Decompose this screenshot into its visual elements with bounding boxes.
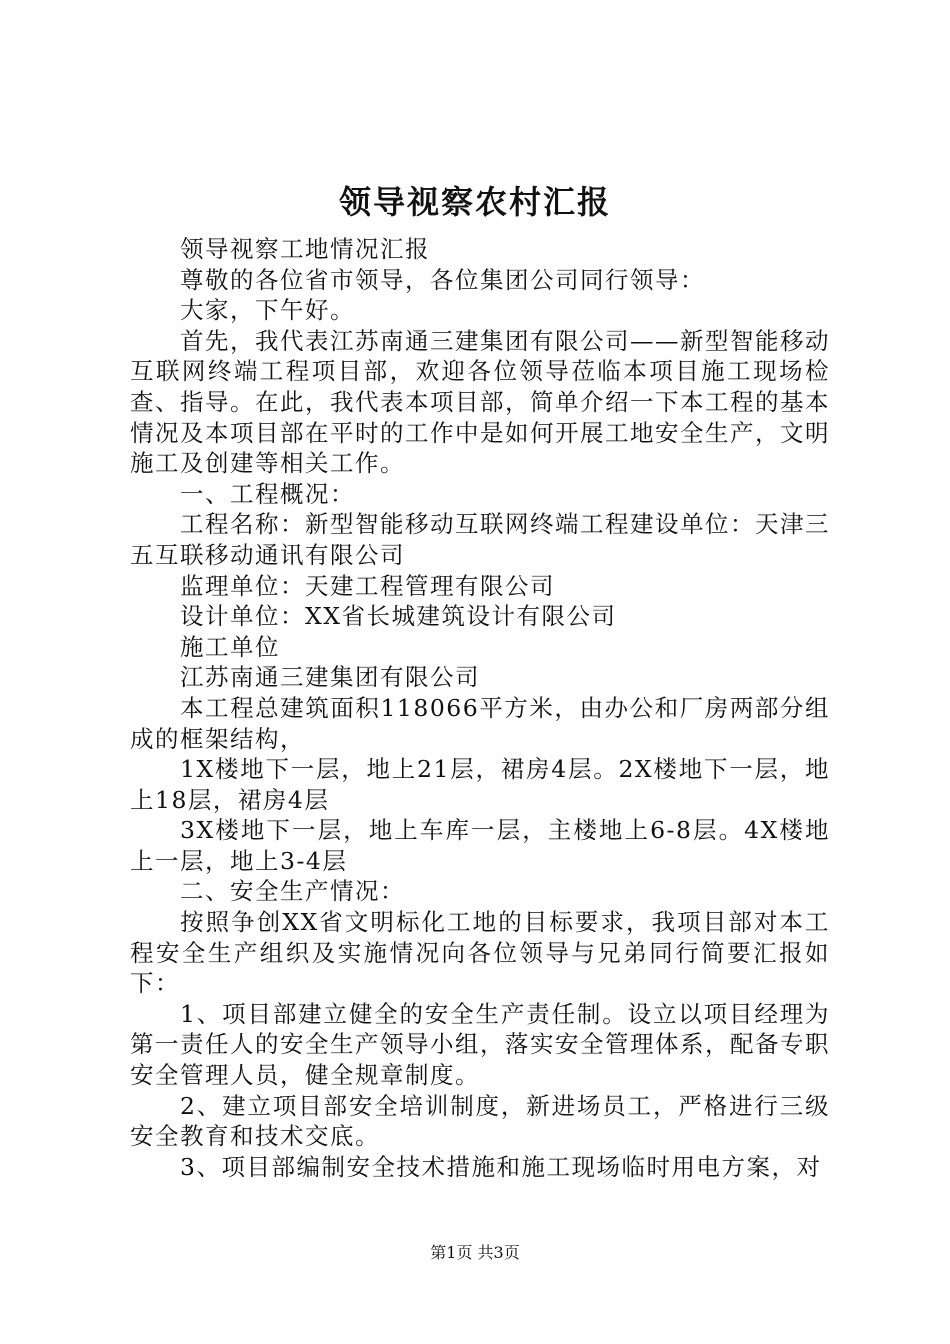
paragraph: 工程名称：新型智能移动互联网终端工程建设单位：天津三五互联移动通讯有限公司: [130, 510, 830, 569]
paragraph: 按照争创XX省文明标化工地的目标要求，我项目部对本工程安全生产组织及实施情况向各位领导与兄弟同行简要汇报如下：: [130, 908, 830, 998]
paragraph: 3X楼地下一层，地上车库一层，主楼地上6-8层。4X楼地上一层，地上3-4层: [130, 816, 830, 875]
paragraph: 1、项目部建立健全的安全生产责任制。设立以项目经理为第一责任人的安全生产领导小组，落实安全管理体系，配备专职安全管理人员，健全规章制度。: [130, 999, 830, 1090]
paragraph: 1X楼地下一层，地上21层，裙房4层。2X楼地下一层，地上18层，裙房4层: [130, 755, 830, 814]
paragraph: 首先，我代表江苏南通三建集团有限公司——新型智能移动互联网终端工程项目部，欢迎各位领导莅临本项目施工现场检查、指导。在此，我代表本项目部，简单介绍一下本工程的基本情况及本项目部在平时的工作中是如何开展工地安全生产，文明施工及创建等相关工作。: [130, 326, 830, 478]
document-title: 领导视察农村汇报: [338, 183, 611, 221]
paragraph: 尊敬的各位省市领导，各位集团公司同行领导：: [180, 265, 705, 294]
paragraph: 监理单位：天建工程管理有限公司: [180, 571, 555, 600]
paragraph: 大家，下午好。: [180, 296, 355, 325]
paragraph: 本工程总建筑面积118066平方米，由办公和厂房两部分组成的框架结构，: [130, 693, 830, 753]
document-body: [130, 234, 830, 1182]
paragraph: 领导视察工地情况汇报: [180, 235, 430, 263]
paragraph: 江苏南通三建集团有限公司: [180, 663, 480, 692]
paragraph: 一、工程概况：: [180, 479, 355, 508]
paragraph: 设计单位：XX省长城建筑设计有限公司: [180, 602, 617, 631]
paragraph: 二、安全生产情况：: [180, 877, 405, 906]
paragraph: 施工单位: [180, 632, 280, 661]
paragraph: 2、建立项目部安全培训制度，新进场员工，严格进行三级安全教育和技术交底。: [130, 1091, 830, 1151]
page-footer: 第1页 共3页: [430, 1243, 520, 1262]
paragraph: 3、项目部编制安全技术措施和施工现场临时用电方案，对: [180, 1152, 822, 1181]
